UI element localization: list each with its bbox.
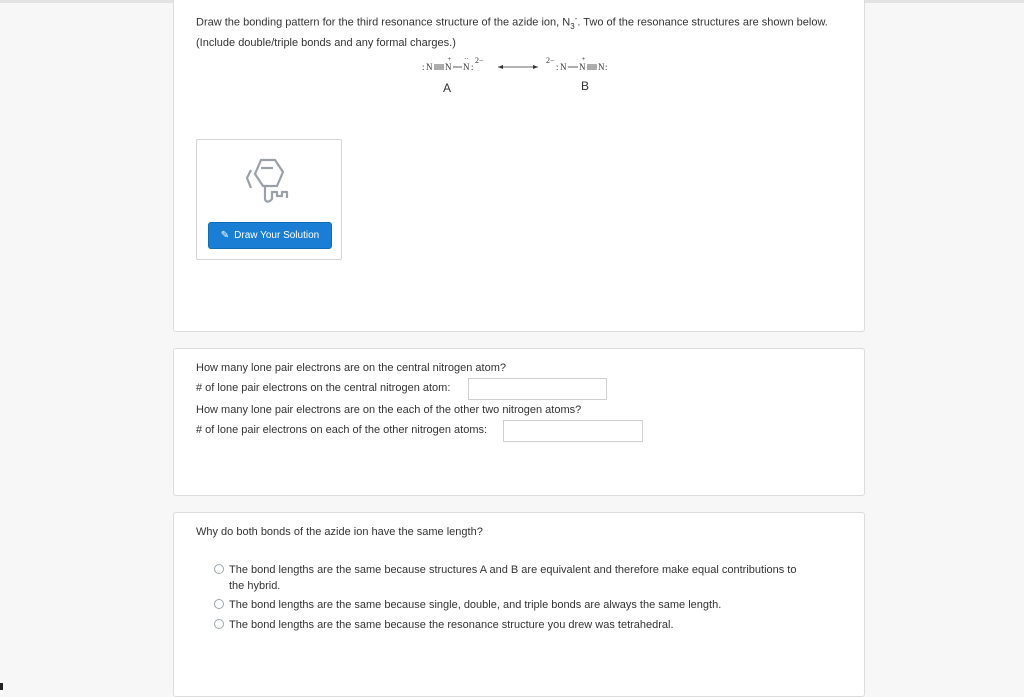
- option-label: The bond lengths are the same because the resonance structure you drew was tetrahedral.: [229, 619, 674, 631]
- structure-b-atom-2: N: [579, 62, 586, 72]
- hexagon-hand-icon: [243, 156, 295, 206]
- structure-a-atom-2: N: [445, 62, 452, 72]
- cursor-mark: [0, 683, 3, 690]
- structure-a-plus-charge: +: [447, 55, 452, 63]
- structure-a-lone-pair-right: :: [471, 62, 474, 72]
- superscript-minus: -: [574, 14, 578, 23]
- structure-a-2minus-charge: 2−: [475, 56, 484, 65]
- draw-button-label: Draw Your Solution: [234, 230, 320, 241]
- central-lone-pair-label: # of lone pair electrons on the central nitrogen atom:: [196, 382, 451, 394]
- central-question-text: How many lone pair electrons are on the central nitrogen atom?: [196, 362, 507, 374]
- structure-a-lone-pair-left: :: [422, 62, 425, 72]
- radio-button[interactable]: [214, 564, 224, 574]
- structure-a-label: A: [443, 81, 452, 95]
- structure-a-lone-pair-top: ··: [464, 55, 469, 63]
- drawing-widget[interactable]: [196, 139, 342, 260]
- structure-a-atom-3: N: [463, 62, 470, 72]
- radio-button[interactable]: [214, 619, 224, 629]
- resonance-diagram: [422, 53, 622, 103]
- question-card-drawing: [173, 0, 865, 332]
- question-card-lone-pairs: [173, 348, 865, 496]
- structure-b-2minus-charge: 2−: [546, 56, 555, 65]
- subscript-3: 3: [570, 21, 575, 31]
- structure-b-atom-1: N: [560, 62, 567, 72]
- structure-b-lone-pair-left: :: [556, 62, 559, 72]
- resonance-structures: [422, 53, 622, 103]
- structure-b-plus-charge: +: [581, 55, 586, 63]
- outer-lone-pair-label: # of lone pair electrons on each of the other nitrogen atoms:: [196, 424, 488, 436]
- central-lone-pair-input[interactable]: [468, 378, 607, 400]
- question-card-bond-length: [173, 512, 865, 697]
- option-label: The bond lengths are the same because single, double, and triple bonds are always the same length.: [229, 599, 722, 611]
- pencil-icon: ✎: [220, 230, 230, 241]
- prompt-text-continued: . Two of the resonance structures are shown below. (Include double/triple bonds and any formal charges.): [196, 16, 828, 49]
- radio-button[interactable]: [214, 599, 224, 609]
- question-prompt: [196, 11, 836, 51]
- bond-length-question: Why do both bonds of the azide ion have the same length?: [196, 526, 483, 538]
- draw-your-solution-button[interactable]: [208, 222, 332, 249]
- structure-b-label: B: [581, 79, 590, 93]
- structure-a-atom-1: N: [426, 62, 433, 72]
- structure-b-atom-3: N: [598, 62, 605, 72]
- outer-lone-pair-input[interactable]: [503, 420, 643, 442]
- option-label: The bond lengths are the same because structures A and B are equivalent and therefore make equal contributions to the hybrid.: [229, 564, 797, 592]
- outer-question-text: How many lone pair electrons are on the each of the other two nitrogen atoms?: [196, 404, 582, 416]
- prompt-text: Draw the bonding pattern for the third resonance structure of the azide ion, N: [196, 16, 571, 29]
- structure-b-lone-pair-right: :: [605, 62, 608, 72]
